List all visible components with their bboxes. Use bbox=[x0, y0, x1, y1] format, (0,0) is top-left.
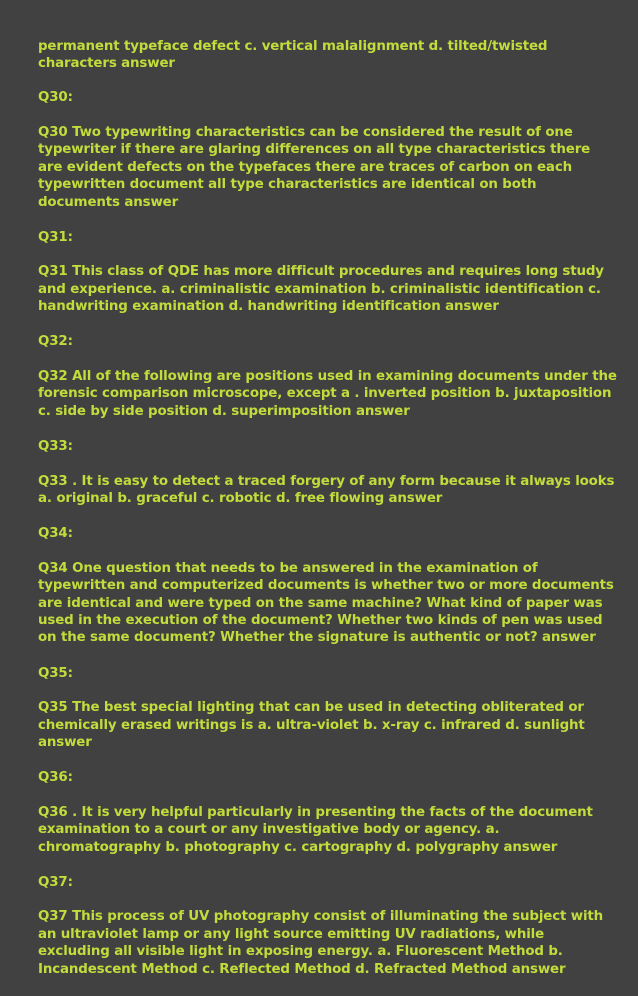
question-text-q30: Q30 Two typewriting characteristics can be considered the result of one typewriter if there are glaring differences on all type characteristics there are evident defects on the typefaces there are traces of carbon on each typewritten document all type characteristics are identical on both documents answer bbox=[38, 124, 591, 210]
document-page bbox=[38, 38, 618, 996]
question-text-q36: Q36 . It is very helpful particularly in presenting the facts of the document examination to a court or any investigative body or agency. a. chromatography b. photography c. cartography d. polygraphy answer bbox=[38, 804, 593, 855]
question-label-q30: Q30: bbox=[38, 90, 73, 106]
question-text-q35: Q35 The best special lighting that can be used in detecting obliterated or chemically erased writings is a. ultra-violet b. x-ray c. infrared d. sunlight answer bbox=[38, 700, 585, 750]
question-text-q33: Q33 . It is easy to detect a traced forgery of any form because it always looks a. original b. graceful c. robotic d. free flowing answer bbox=[38, 473, 615, 506]
question-label-q33: Q33: bbox=[38, 438, 73, 454]
question-label-q31: Q31: bbox=[38, 229, 73, 245]
question-text-q31: Q31 This class of QDE has more difficult procedures and requires long study and experience. a. criminalistic examination b. criminalistic identification c. handwriting examination d. handwriting identification answer bbox=[38, 264, 604, 315]
intro-paragraph: permanent typeface defect c. vertical malalignment d. tilted/twisted characters answer bbox=[38, 39, 548, 72]
question-label-q34: Q34: bbox=[38, 526, 73, 542]
question-text-q32: Q32 All of the following are positions used in examining documents under the forensic comparison microscope, except a . inverted position b. juxtaposition c. side by side position d. superimposition answer bbox=[38, 368, 617, 419]
question-label-q32: Q32: bbox=[38, 334, 73, 350]
question-text-q34: Q34 One question that needs to be answered in the examination of typewritten and computerized documents is whether two or more documents are identical and were typed on the same machine? What kind of paper was used in the execution of the document? Whether two kinds of pen was used on the same document? Whether the signature is authentic or not? answer bbox=[38, 560, 614, 646]
question-label-q37: Q37: bbox=[38, 874, 73, 890]
question-label-q36: Q36: bbox=[38, 770, 73, 786]
question-label-q35: Q35: bbox=[38, 665, 73, 681]
question-text-q37: Q37 This process of UV photography consist of illuminating the subject with an ultraviolet lamp or any light source emitting UV radiations, while excluding all visible light in exposing energy. a. Fluorescent Method b. Incandescent Method c. Reflected Method d. Refracted Method answer bbox=[38, 909, 604, 977]
